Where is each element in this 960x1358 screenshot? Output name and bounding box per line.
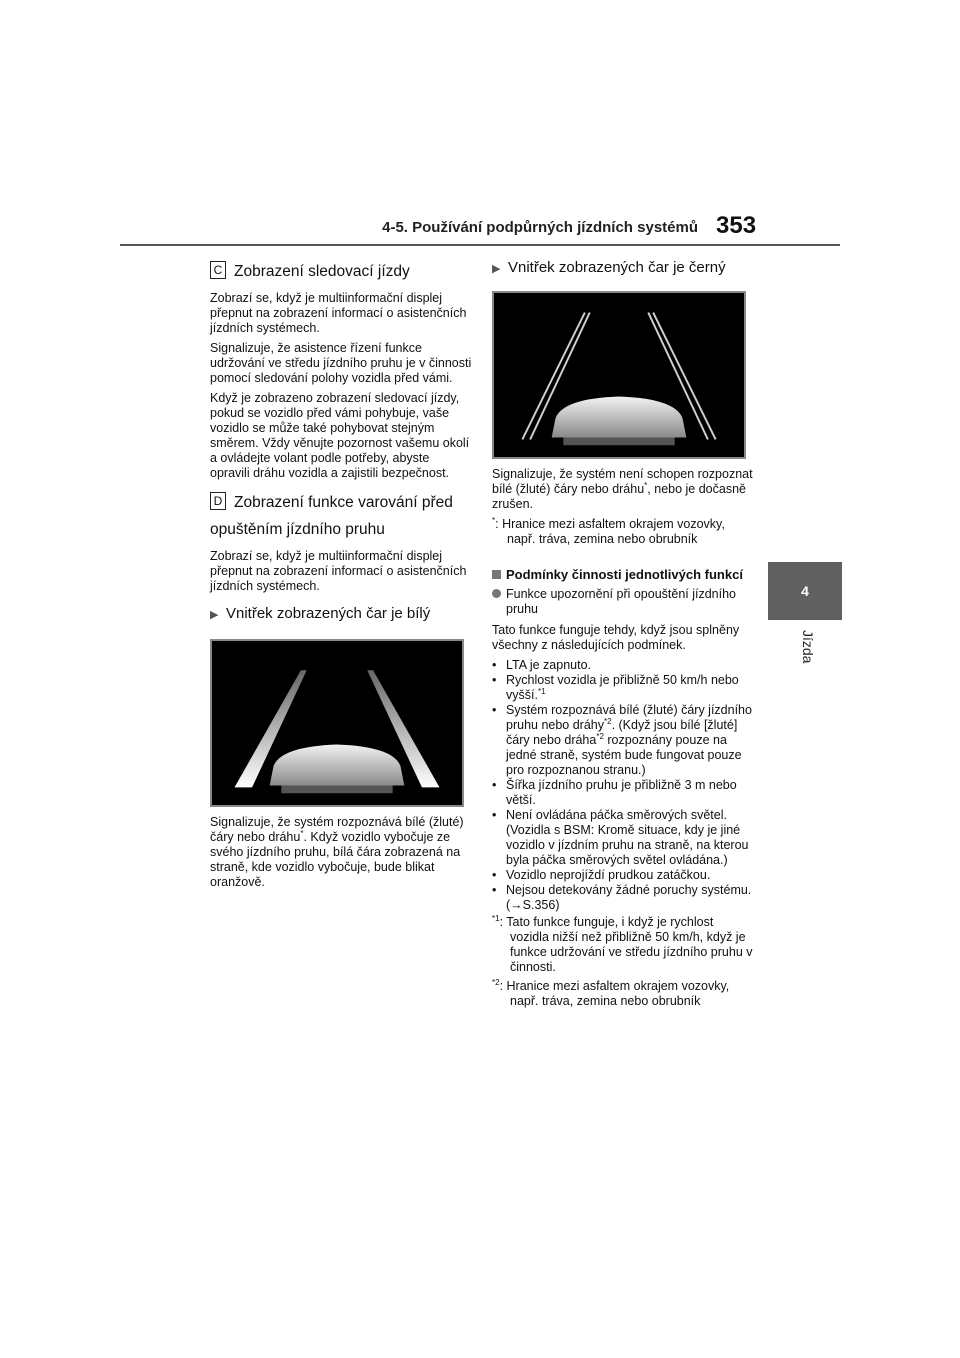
list-item bbox=[492, 868, 754, 883]
white-lines-caption-a: Signalizuje, že systém rozpoznává bílé (žluté) čáry nebo dráhu bbox=[210, 815, 464, 844]
chapter-tab[interactable] bbox=[768, 562, 842, 620]
list-item-text: Šířka jízdního pruhu je přibližně 3 m nebo větší. bbox=[506, 778, 737, 807]
list-item-text: Rychlost vozidla je přibližně 50 km/h nebo vyšší. bbox=[506, 673, 739, 702]
footnote-1-mark: *1 bbox=[492, 913, 500, 923]
black-lines-footnote-mark: * bbox=[492, 515, 496, 525]
list-item bbox=[492, 703, 754, 778]
triangle-right-icon: ▶ bbox=[210, 609, 219, 621]
black-lines-title: Vnitřek zobrazených čar je černý bbox=[508, 259, 726, 276]
chapter-label: Jízda bbox=[800, 630, 816, 664]
black-lines-caption-sup: * bbox=[644, 480, 648, 490]
footnote-2 bbox=[492, 979, 754, 1009]
black-lines-heading bbox=[492, 258, 754, 279]
triangle-right-icon: ▶ bbox=[492, 263, 501, 275]
lane-display-white-svg bbox=[212, 641, 462, 805]
list-item-text: Vozidlo neprojíždí prudkou zatáčkou. bbox=[506, 868, 711, 882]
section-c-paragraph-1: Zobrazí se, když je multiinformační displej přepnut na zobrazení informací o asistenčních jízdních systémech. bbox=[210, 291, 467, 335]
chapter-number: 4 bbox=[801, 583, 809, 599]
lane-display-white-lines-image bbox=[210, 639, 464, 807]
white-lines-caption bbox=[210, 815, 472, 890]
function-heading bbox=[492, 587, 754, 617]
section-d-paragraph: Zobrazí se, když je multiinformační displej přepnut na zobrazení informací o asistenčních jízdních systémech. bbox=[210, 549, 467, 593]
header-divider bbox=[120, 244, 840, 246]
list-item bbox=[492, 808, 754, 868]
conditions-list bbox=[492, 658, 754, 913]
conditions-intro: Tato funkce funguje tehdy, když jsou splněny všechny z následujících podmínek. bbox=[492, 623, 740, 652]
white-lines-heading bbox=[210, 604, 472, 625]
circle-bullet-icon bbox=[492, 589, 501, 598]
left-column bbox=[210, 258, 472, 895]
list-item-text: Není ovládána páčka směrových světel. (Vozidla s BSM: Kromě situace, kdy je jiné vozidlo v jízdním pruhu na straně, na kterou byla páčka směrových světel ovládána.) bbox=[506, 808, 749, 867]
function-title: Funkce upozornění při opouštění jízdního pruhu bbox=[506, 587, 737, 616]
list-item-sup: *2 bbox=[604, 716, 612, 726]
footnote-1-text: : Tato funkce funguje, i když je rychlost vozidla nižší než přibližně 50 km/h, když je funkce udržování ve středu jízdního pruhu v činnosti. bbox=[499, 915, 753, 974]
footnote-2-text: : Hranice mezi asfaltem okrajem vozovky, např. tráva, zemina nebo obrubník bbox=[499, 979, 730, 1008]
section-d-badge: D bbox=[210, 492, 226, 510]
section-c-title: Zobrazení sledovací jízdy bbox=[234, 263, 410, 280]
white-lines-caption-sup: * bbox=[300, 828, 304, 838]
section-d-heading bbox=[210, 489, 472, 543]
white-lines-title: Vnitřek zobrazených čar je bílý bbox=[226, 605, 431, 622]
section-c-badge: C bbox=[210, 261, 226, 279]
arrow-right-icon: → bbox=[510, 898, 523, 912]
section-c-heading bbox=[210, 258, 472, 285]
list-item bbox=[492, 658, 754, 673]
footnote-1 bbox=[492, 915, 754, 975]
list-item-text: rozpoznány pouze na jedné straně, systém bude fungovat pouze pro rozpoznanou stranu.) bbox=[506, 733, 742, 777]
list-item-text: Nejsou detekovány žádné poruchy systému. ( bbox=[506, 883, 752, 912]
list-item-text: LTA je zapnuto. bbox=[506, 658, 592, 672]
list-item-sup: *1 bbox=[537, 686, 546, 696]
black-lines-footnote-text: : Hranice mezi asfaltem okrajem vozovky, např. tráva, zemina nebo obrubník bbox=[495, 517, 725, 546]
list-item bbox=[492, 673, 754, 703]
black-lines-caption bbox=[492, 467, 754, 512]
section-c-paragraph-2: Signalizuje, že asistence řízení funkce udržování ve středu jízdního pruhu je v činnosti pomocí sledování polohy vozidla před vámi. bbox=[210, 341, 472, 385]
page-reference-link[interactable]: S.356) bbox=[522, 898, 560, 912]
page-number: 353 bbox=[716, 212, 757, 239]
black-lines-caption-b: , nebo je dočasně zrušen. bbox=[492, 482, 746, 511]
square-bullet-icon bbox=[492, 570, 501, 579]
black-lines-footnote bbox=[492, 517, 754, 547]
conditions-heading bbox=[492, 567, 754, 583]
section-d-title: Zobrazení funkce varování před opuštěním jízdního pruhu bbox=[210, 494, 453, 538]
lane-display-black-svg bbox=[494, 293, 744, 457]
right-column bbox=[492, 258, 754, 1013]
black-lines-caption-a: Signalizuje, že systém není schopen rozpoznat bílé (žluté) čáry nebo dráhu bbox=[492, 467, 753, 496]
white-lines-caption-b: . Když vozidlo vybočuje ze svého jízdního pruhu, bílá čára zobrazená na straně, kde vozidlo vybočuje, bude blikat oranžově. bbox=[210, 830, 461, 889]
list-item-text: . (Když jsou bílé [žluté] čáry nebo dráha bbox=[506, 718, 738, 747]
list-item bbox=[492, 778, 754, 808]
section-c-paragraph-3: Když je zobrazeno zobrazení sledovací jízdy, pokud se vozidlo před vámi pohybuje, vaše vozidlo se může také pohybovat stejným směrem. Vždy věnujte pozornost vašemu okolí a ovládejte volant podle potřeby, abyste opravili dráhu vozidla a zajistili bezpečnost. bbox=[210, 391, 470, 480]
lane-display-black-lines-image bbox=[492, 291, 746, 459]
footnote-2-mark: *2 bbox=[492, 977, 500, 987]
list-item-text: Systém rozpoznává bílé (žluté) čáry jízdního pruhu nebo dráhy bbox=[506, 703, 752, 732]
conditions-title: Podmínky činnosti jednotlivých funkcí bbox=[506, 567, 743, 582]
header-section-title: 4-5. Používání podpůrných jízdních systémů bbox=[382, 219, 698, 236]
list-item bbox=[492, 883, 754, 913]
list-item-sup: *2 bbox=[596, 731, 604, 741]
